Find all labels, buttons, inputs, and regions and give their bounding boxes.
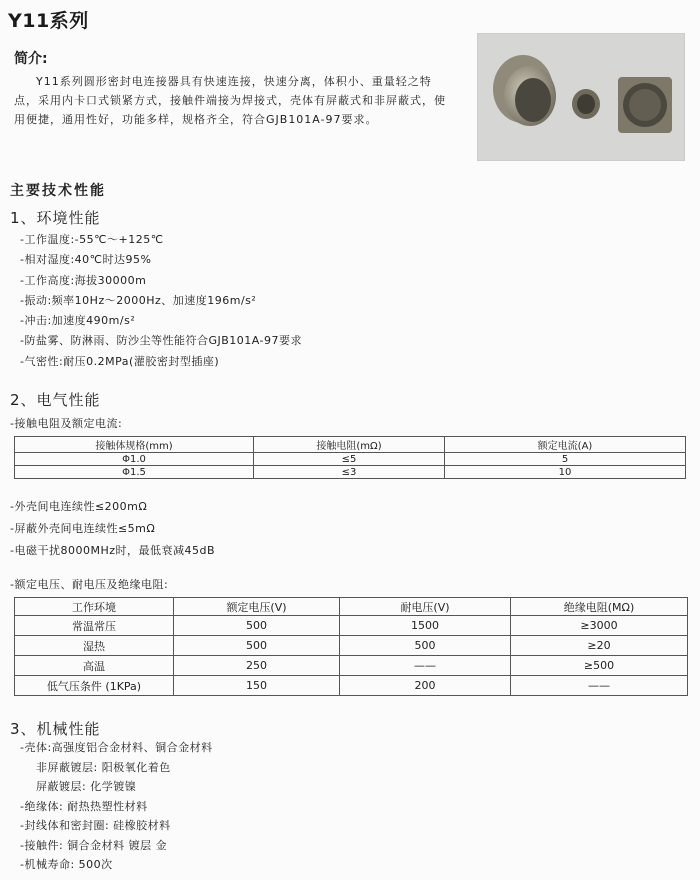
contact-table-header: 接触体规格(mm) bbox=[15, 437, 254, 453]
table-cell: ≥20 bbox=[511, 636, 688, 656]
table-cell: 250 bbox=[174, 656, 340, 676]
env-item-airtight: -气密性:耐压0.2MPa(灌胶密封型插座) bbox=[20, 354, 220, 368]
table-row bbox=[15, 453, 686, 466]
table-row bbox=[15, 466, 686, 479]
table-cell: ≤5 bbox=[254, 453, 445, 466]
mech-item-seal: -封线体和密封圈: 硅橡胶材料 bbox=[20, 819, 171, 832]
mech-item-shielded: 屏蔽镀层: 化学镀镍 bbox=[36, 780, 137, 793]
mech-item-unshielded: 非屏蔽镀层: 阳极氧化着色 bbox=[36, 760, 171, 774]
contact-table-header: 额定电流(A) bbox=[445, 437, 686, 453]
mech-list bbox=[20, 738, 213, 875]
page-title: Y11系列 bbox=[8, 10, 89, 32]
table-cell: Φ1.0 bbox=[15, 453, 254, 466]
env-item-humidity: -相对湿度:40℃时达95% bbox=[20, 253, 152, 267]
intro-heading: 简介: bbox=[14, 51, 48, 67]
table-cell: Φ1.5 bbox=[15, 466, 254, 479]
contact-table-header: 接触电阻(mΩ) bbox=[254, 437, 445, 453]
elec-item-emi: -电磁干扰8000MHz时，最低衰减45dB bbox=[10, 544, 216, 557]
env-item-salt: -防盐雾、防淋雨、防沙尘等性能符合GJB101A-97要求 bbox=[20, 334, 303, 348]
env-heading: 1、环境性能 bbox=[10, 209, 101, 227]
table-row bbox=[15, 616, 688, 636]
voltage-table-header: 额定电压(V) bbox=[174, 598, 340, 616]
mech-item-insulator: -绝缘体: 耐热热塑性材料 bbox=[20, 799, 148, 813]
mech-item-life: -机械寿命: 500次 bbox=[20, 858, 113, 871]
contact-caption: -接触电阻及额定电流: bbox=[10, 417, 123, 430]
env-item-vibration: -振动:频率10Hz～2000Hz、加速度196m/s² bbox=[20, 293, 257, 307]
env-item-temp: -工作温度:-55℃～+125℃ bbox=[20, 233, 164, 246]
voltage-table-header: 耐电压(V) bbox=[340, 598, 511, 616]
table-cell: 500 bbox=[340, 636, 511, 656]
table-cell: 1500 bbox=[340, 616, 511, 636]
table-cell: ≥3000 bbox=[511, 616, 688, 636]
voltage-caption: -额定电压、耐电压及绝缘电阻: bbox=[10, 578, 169, 591]
table-cell: 5 bbox=[445, 453, 686, 466]
table-cell: 500 bbox=[174, 616, 340, 636]
connector-photo bbox=[477, 33, 685, 161]
mech-item-shell: -壳体:高强度铝合金材料、铜合金材料 bbox=[20, 741, 213, 754]
table-cell: 500 bbox=[174, 636, 340, 656]
elec-heading: 2、电气性能 bbox=[10, 391, 101, 409]
table-cell: ≥500 bbox=[511, 656, 688, 676]
table-row bbox=[15, 636, 688, 656]
table-cell: 150 bbox=[174, 676, 340, 696]
intro-text: Y11系列圆形密封电连接器具有快速连接，快速分离，体积小、重量轻之特点，采用内卡口式锁紧方式，接触件端接为焊接式，壳体有屏蔽式和非屏蔽式，使用便捷，通用性好，功能多样，规格齐全，符合GJB101A-97要求。 bbox=[14, 75, 446, 126]
table-row bbox=[15, 676, 688, 696]
table-cell: —— bbox=[340, 656, 511, 676]
table-cell: —— bbox=[511, 676, 688, 696]
voltage-table-header: 绝缘电阻(MΩ) bbox=[511, 598, 688, 616]
mech-item-contact: -接触件: 铜合金材料 镀层 金 bbox=[20, 838, 168, 852]
env-item-shock: -冲击:加速度490m/s² bbox=[20, 314, 136, 328]
table-cell: 湿热 bbox=[15, 636, 174, 656]
table-cell: 高温 bbox=[15, 656, 174, 676]
table-cell: 10 bbox=[445, 466, 686, 479]
mech-heading: 3、机械性能 bbox=[10, 720, 101, 738]
main-tech-heading: 主要技术性能 bbox=[10, 183, 106, 199]
env-list bbox=[20, 230, 302, 372]
table-cell: 200 bbox=[340, 676, 511, 696]
elec-list bbox=[10, 496, 215, 562]
table-cell: 常温常压 bbox=[15, 616, 174, 636]
voltage-table-header: 工作环境 bbox=[15, 598, 174, 616]
table-row bbox=[15, 656, 688, 676]
env-item-altitude: -工作高度:海拔30000m bbox=[20, 273, 147, 287]
elec-item-shell: -外壳间电连续性≤200mΩ bbox=[10, 500, 148, 513]
table-cell: 低气压条件 (1KPa) bbox=[15, 676, 174, 696]
table-cell: ≤3 bbox=[254, 466, 445, 479]
elec-item-shield: -屏蔽外壳间电连续性≤5mΩ bbox=[10, 522, 156, 535]
contact-table bbox=[14, 436, 686, 479]
voltage-table bbox=[14, 597, 688, 696]
